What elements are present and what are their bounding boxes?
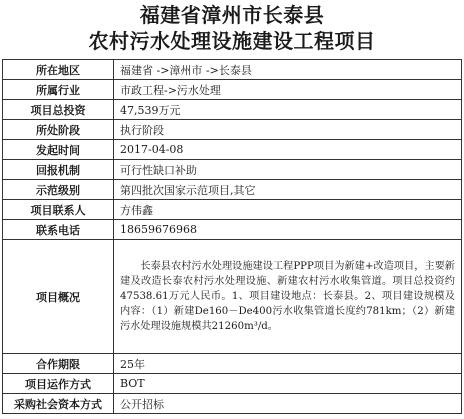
row-value: 可行性缺口补助 [114,160,462,180]
title-line-1: 福建省漳州市长泰县 [139,3,325,27]
row-label: 所在地区 [3,60,114,80]
table-row [3,80,462,100]
row-label: 项目运作方式 [3,374,114,394]
row-value: BOT [114,374,462,394]
row-label: 项目概况 [3,240,114,354]
row-label: 所属行业 [3,80,114,100]
title-line-2: 农村污水处理设施建设工程项目 [88,29,376,53]
table-row [3,374,462,394]
row-label: 项目总投资 [3,100,114,120]
row-value: 2017-04-08 [114,140,462,160]
row-value: 执行阶段 [114,120,462,140]
table-row [3,200,462,220]
row-label: 采购社会资本方式 [3,394,114,414]
row-label: 联系电话 [3,220,114,240]
row-label: 回报机制 [3,160,114,180]
row-label: 所处阶段 [3,120,114,140]
project-summary-text: 长泰县农村污水处理设施建设工程PPP项目为新建+改造项目，主要新建及改造长泰农村污水处理设施、新建农村污水收集管道。项目总投资约47538.61万元人民币。1、项目建设地点：长泰县。2、项目建设规模及内容：（1）新建De160－De400污水收集管道长度约781km；（2）新建污水处理设施规模共21260m³/d。 [114,240,462,354]
row-value: 方伟鑫 [114,200,462,220]
table-row [3,100,462,120]
row-value: 47,539万元 [114,100,462,120]
row-value: 18659676968 [114,220,462,240]
table-row [3,240,462,354]
project-info-table [2,59,462,414]
table-row [3,60,462,80]
row-value: 第四批次国家示范项目,其它 [114,180,462,200]
table-row [3,354,462,374]
row-label: 发起时间 [3,140,114,160]
row-label: 项目联系人 [3,200,114,220]
table-row [3,120,462,140]
table-row [3,394,462,414]
row-value: 市政工程->污水处理 [114,80,462,100]
project-info-sheet [0,2,464,419]
table-row [3,220,462,240]
row-value: 25年 [114,354,462,374]
row-label: 示范级别 [3,180,114,200]
table-row [3,160,462,180]
table-row [3,180,462,200]
row-value: 公开招标 [114,394,462,414]
table-row [3,140,462,160]
row-label: 合作期限 [3,354,114,374]
row-value: 福建省 ->漳州市 ->长泰县 [114,60,462,80]
